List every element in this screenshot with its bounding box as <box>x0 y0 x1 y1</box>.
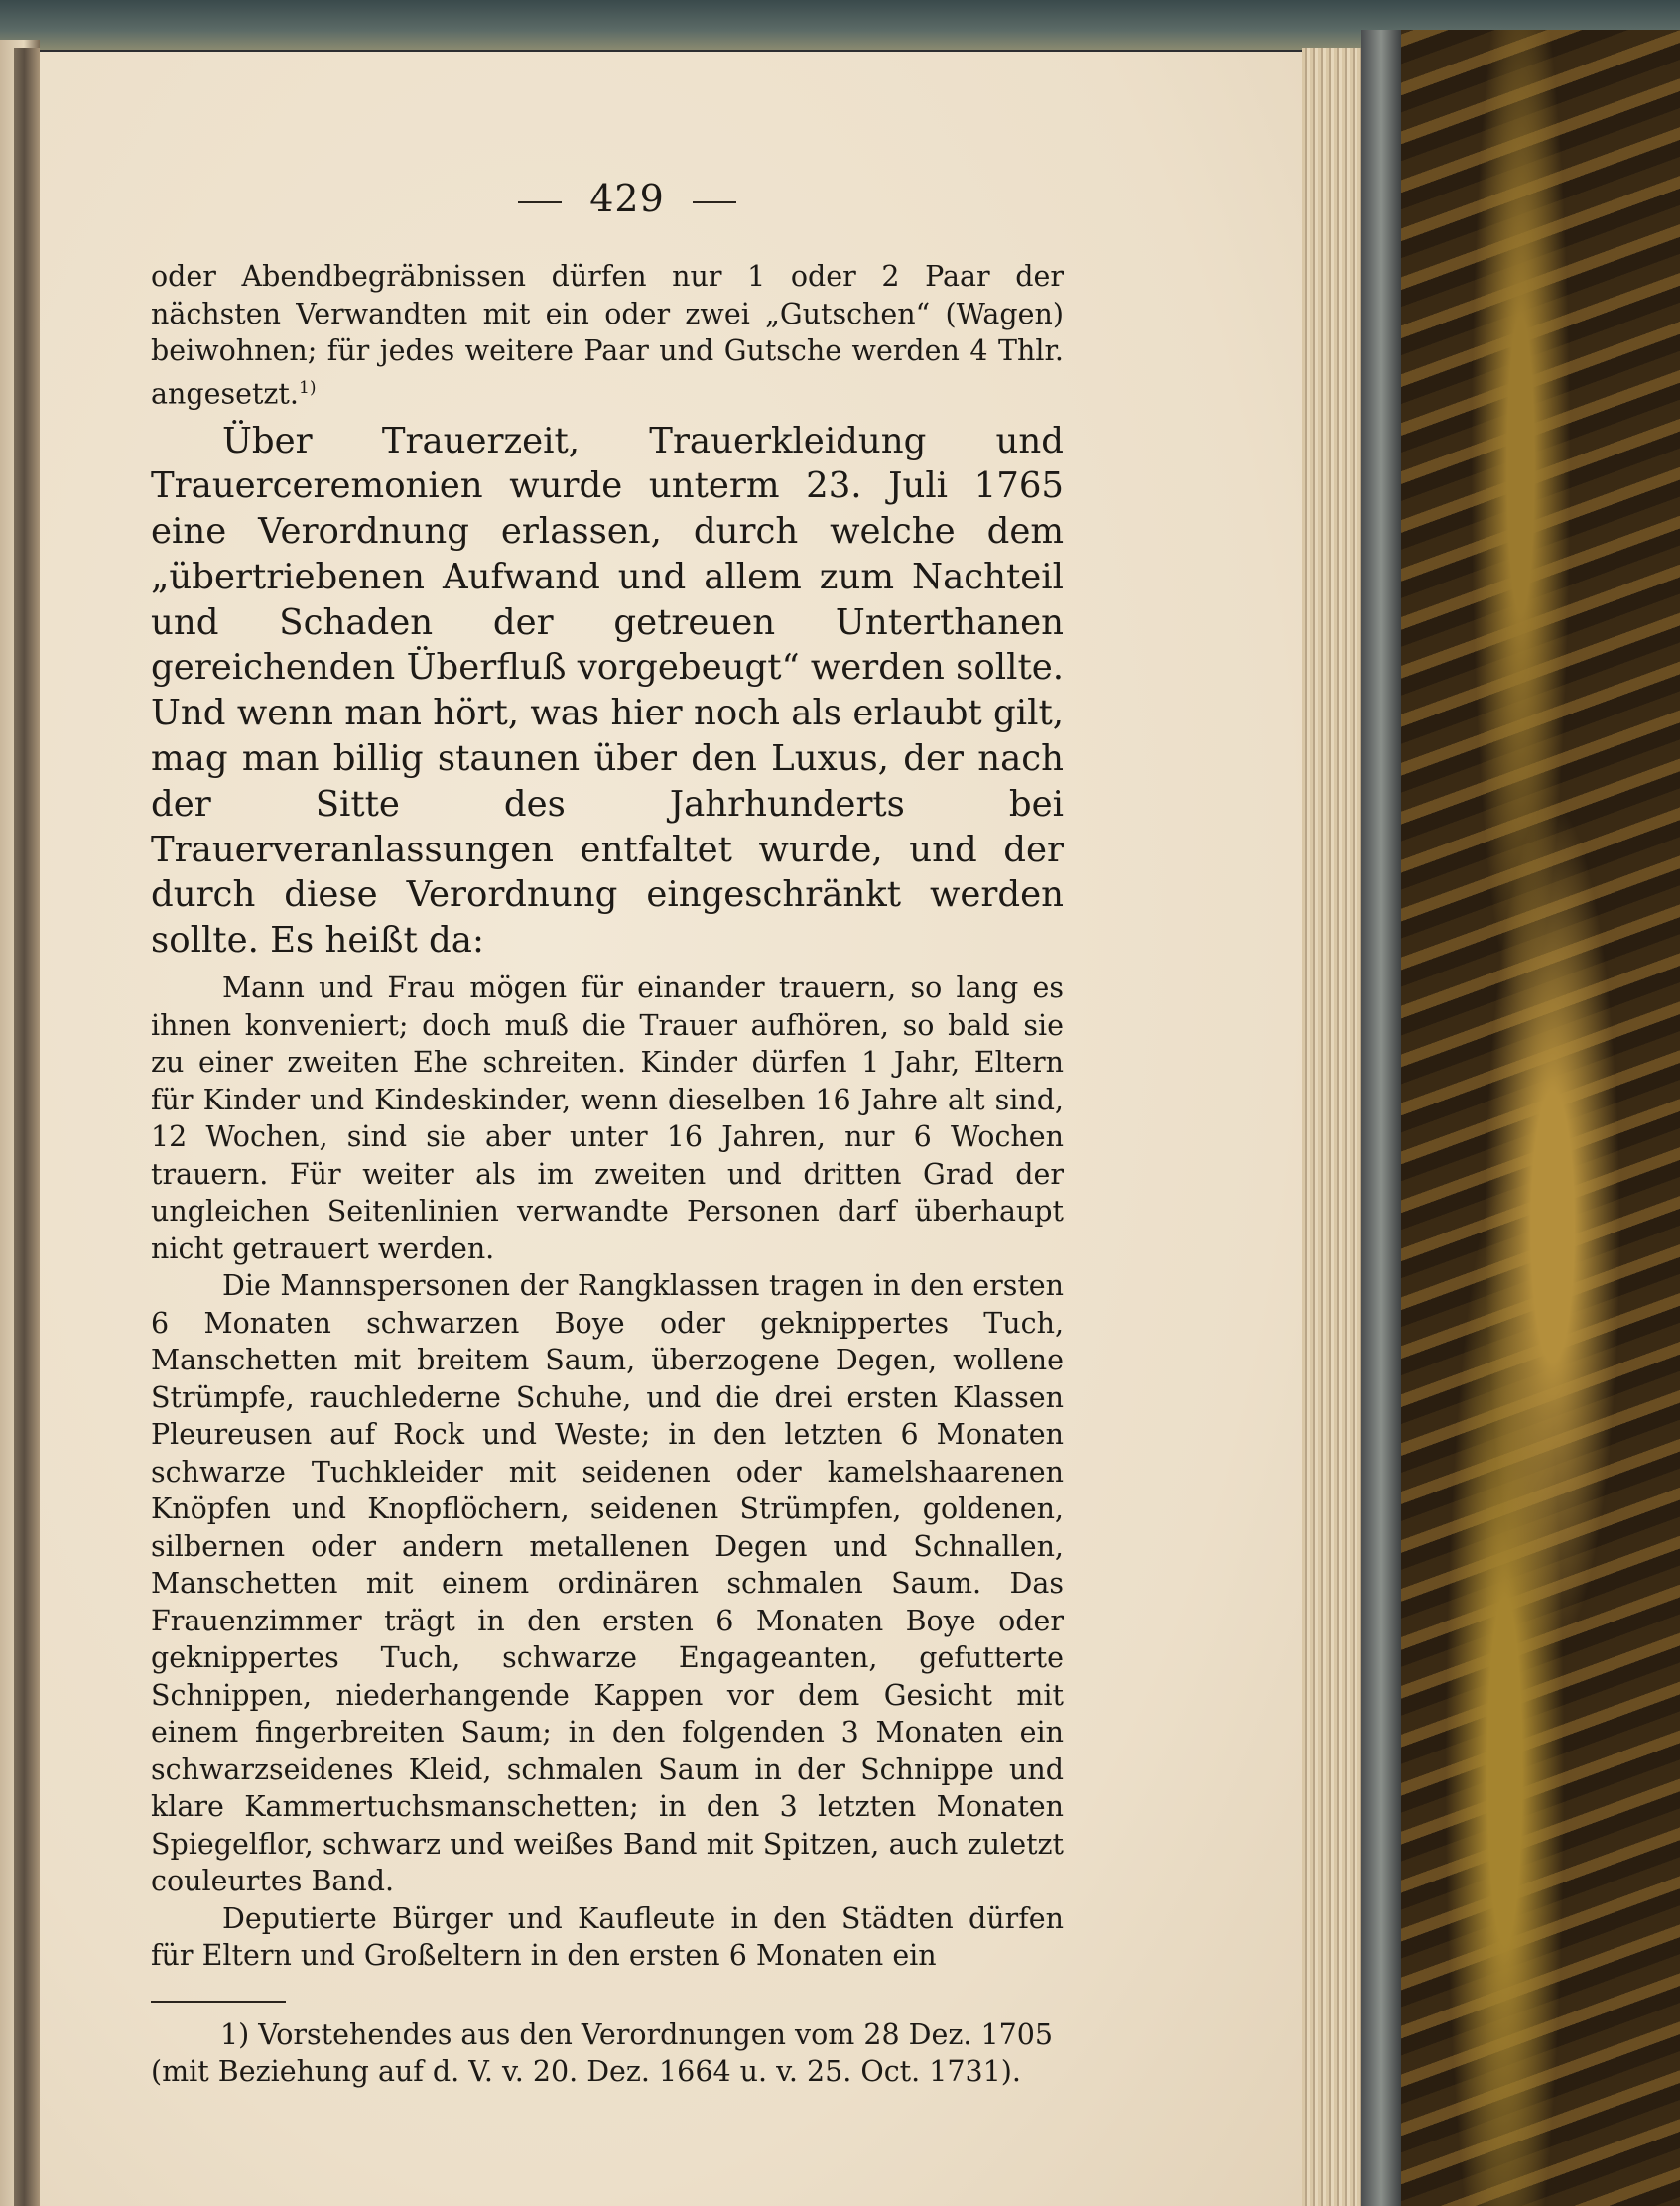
page-number: 429 <box>589 177 665 220</box>
footnote-rule <box>151 2001 286 2003</box>
footnote-line-1: 1) Vorstehendes aus den Verordnungen vom 28 Dez. 1705 <box>220 2017 1054 2051</box>
book-gutter <box>14 48 40 2206</box>
page-stack-edges <box>1302 48 1361 2206</box>
paragraph-3-quote: Mann und Frau mögen für einander trauern, so lang es ihnen konveniert; doch muß die Trauer aufhören, so bald sie zu einer zweiten Ehe schreiten. Kinder dürfen 1 Jahr, Eltern für Kinder und Kindeskinder, wenn dieselben 16 Jahre alt sind, 12 Wochen, sind sie aber unter 16 Jahren, nur 6 Wochen trauern. Für weiter als im zweiten und dritten Grad der ungleichen Seitenlinien verwandte Personen darf überhaupt nicht getrauert werden. <box>151 972 1064 1265</box>
footnote-line-2: (mit Beziehung auf d. V. v. 20. Dez. 1664 u. v. 25. Oct. 1731). <box>151 2055 1021 2089</box>
paragraph-4-quote: Die Mannspersonen der Rangklassen tragen in den ersten 6 Monaten schwarzen Boye oder geknippertes Tuch, Manschetten mit breitem Saum, überzogene Degen, wollene Strümpfe, rauchlederne Schuhe, und die drei ersten Klassen Pleureusen auf Rock und Weste; in den letzten 6 Monaten schwarze Tuchkleider mit seidenen oder kamelshaarenen Knöpfen und Knopflöchern, seidenen Strümpfen, goldenen, silbernen oder andern metallenen Degen und Schnallen, Manschetten mit einem ordinären schmalen Saum. Das Frauenzimmer trägt in den ersten 6 Monaten Boye oder geknippertes Tuch, schwarze Engageanten, gefutterte Schnippen, niederhangende Kappen vor dem Gesicht mit einem fingerbreiten Saum; in den folgenden 3 Monaten ein schwarzseidenes Kleid, schmalen Saum in der Schnippe und klare Kammertuchsmanschetten; in den 3 letzten Monaten Spiegelflor, schwarz und weißes Band mit Spitzen, auch zuletzt couleurtes Band. <box>151 1269 1064 1898</box>
header-dash-right <box>693 201 736 203</box>
header-dash-left <box>518 201 562 203</box>
page-header <box>191 177 1064 220</box>
paragraph-1-text: oder Abendbegräbnissen dürfen nur 1 oder 2 Paar der nächsten Verwandten mit ein oder zwei „Gutschen“ (Wagen) beiwohnen; für jedes weitere Paar und Gutsche werden 4 Thlr. angesetzt. <box>151 260 1064 410</box>
footnote-marker: 1) <box>298 377 317 398</box>
paragraph-continuation <box>151 258 1064 413</box>
cover-binding-strip <box>1361 30 1401 2206</box>
marbled-cover <box>1361 30 1680 2206</box>
paragraph-2: Über Trauerzeit, Trauerkleidung und Trauerceremonien wurde unterm 23. Juli 1765 eine Verordnung erlassen, durch welche dem „übertriebenen Aufwand und allem zum Nachteil und Schaden der getreuen Unterthanen gereichenden Überfluß vorgebeugt“ werden sollte. Und wenn man hört, was hier noch als erlaubt gilt, mag man billig staunen über den Luxus, der nach der Sitte des Jahrhunderts bei Trauerveranlassungen entfaltet wurde, und der durch diese Verordnung eingeschränkt werden sollte. Es heißt da: <box>151 420 1064 962</box>
footnote <box>151 2016 1064 2091</box>
page-content <box>151 177 1064 2091</box>
paragraph-5-quote: Deputierte Bürger und Kaufleute in den Städten dürfen für Eltern und Großeltern in den ersten 6 Monaten ein <box>151 1901 1064 1973</box>
